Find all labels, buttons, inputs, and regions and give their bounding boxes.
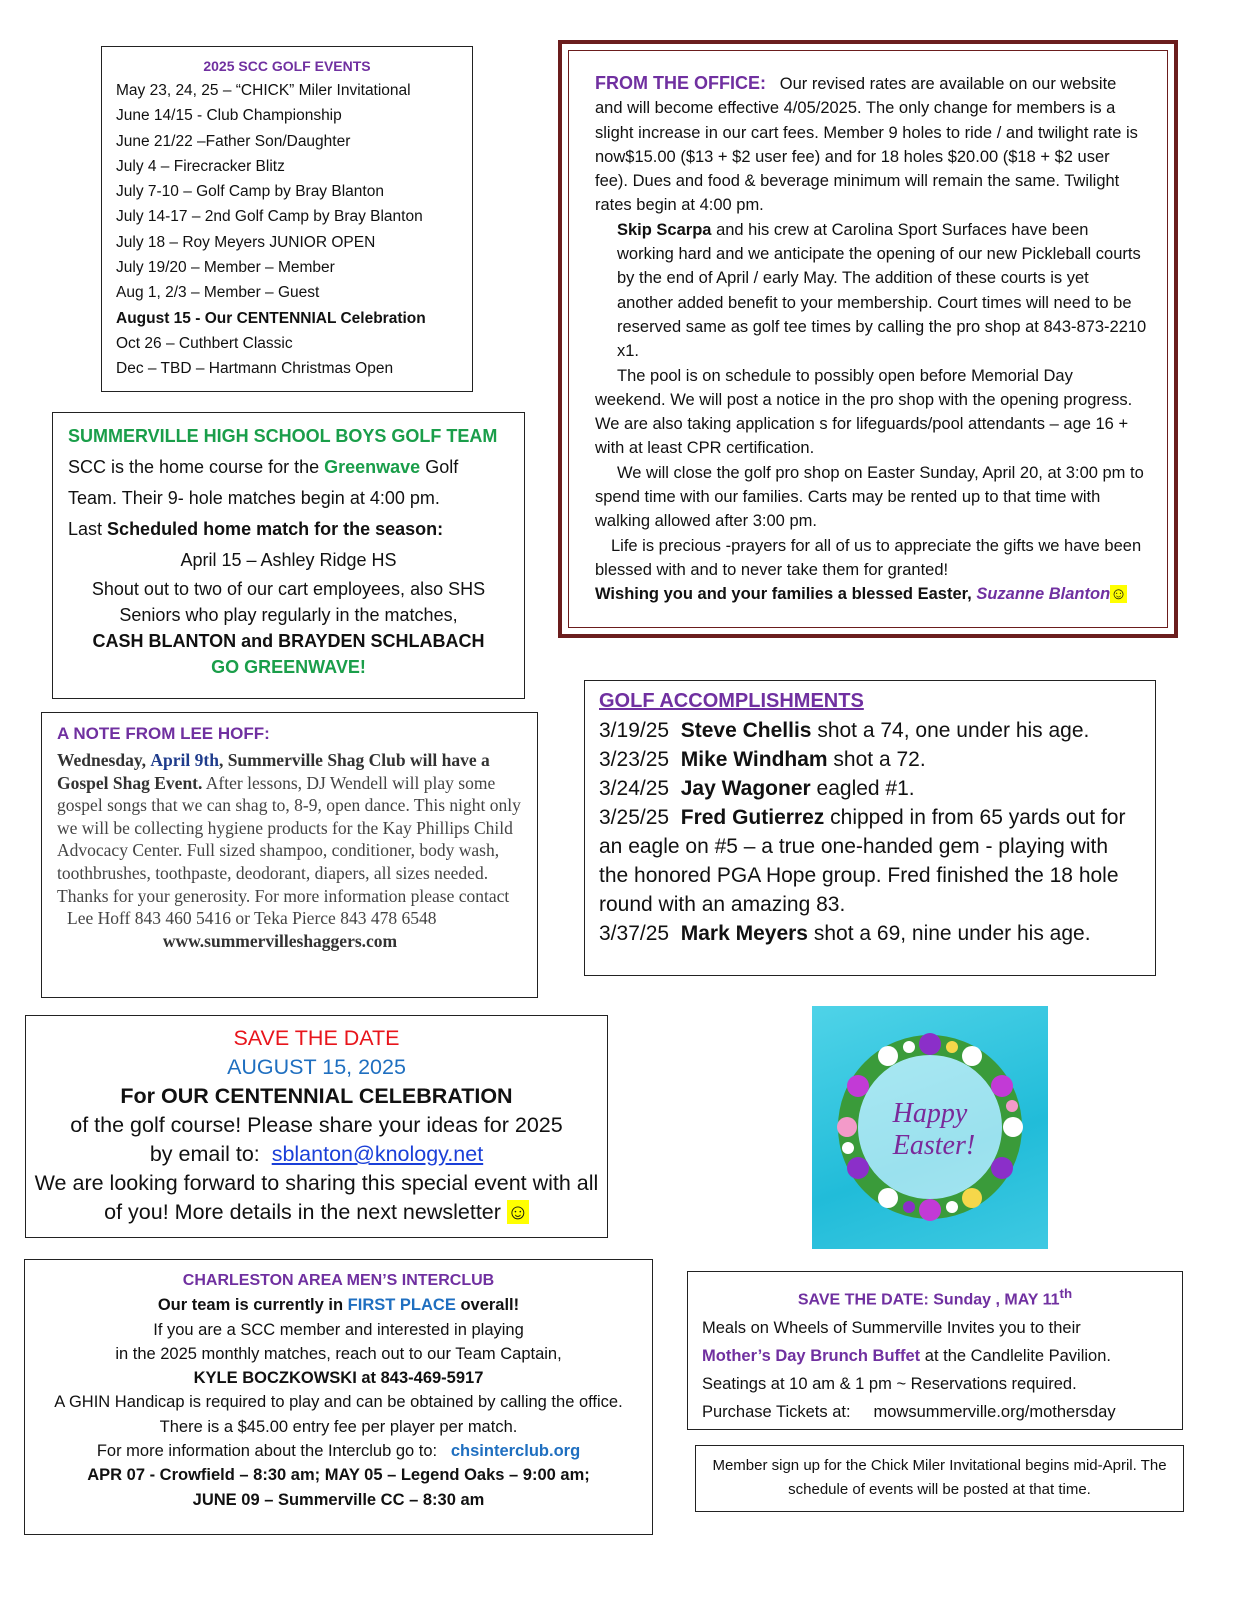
high-school-golf-box	[52, 412, 525, 699]
ic-first-place-line	[35, 1293, 642, 1317]
ic-text: overall!	[460, 1296, 520, 1315]
event-item: July 14-17 – 2nd Golf Camp by Bray Blanton	[116, 208, 423, 226]
accomplishment-item	[599, 919, 1141, 948]
easter-text-easter: Easter!	[892, 1130, 976, 1161]
ic-site-link[interactable]: chsinterclub.org	[450, 1442, 581, 1461]
hs-go: GO GREENWAVE!	[211, 657, 366, 677]
event-item: July 4 – Firecracker Blitz	[116, 157, 285, 175]
office-paragraph: We will close the golf pro shop on Easter Sunday, April 20, at 3:00 pm to spend time with our families. Carts may be rented up to that time with walking allowed after 3:00 pm.	[595, 463, 1144, 531]
std-email-line	[32, 1140, 601, 1169]
office-box	[558, 40, 1178, 638]
chick-miler-note-box	[695, 1445, 1184, 1512]
cm-text: Member sign up for the Chick Miler Invitational begins mid-April. The schedule of events will be posted at that time.	[712, 1457, 1167, 1498]
acc-text: shot a 69, nine under his age.	[813, 922, 1091, 945]
lee-date: April 9th	[150, 750, 219, 770]
office-text: and his crew at Carolina Sport Surfaces have been working hard and we anticipate the opening of our new Pickleball courts by the end of April / early May. The addition of these courts is yet another added benefit to your membership. Court times will need to be reserved same as golf tee times by calling the pro shop at 843-873-2210 x1.	[617, 220, 1147, 361]
acc-date: 3/19/25	[599, 719, 670, 742]
std-date: AUGUST 15, 2025	[227, 1055, 406, 1079]
event-item: June 14/15 - Club Championship	[116, 107, 342, 125]
office-title: FROM THE OFFICE:	[595, 73, 766, 93]
acc-text: chipped in from 65 yards out for an eagle on #5 – a true one-handed gem - playing with the honored PGA Hope group. Fred finished the 18 hole round with an amazing 83.	[599, 806, 1126, 916]
ic-schedule: APR 07 - Crowfield – 8:30 am; MAY 05 – Legend Oaks – 9:00 am;	[87, 1466, 590, 1485]
std-title: SAVE THE DATE	[233, 1026, 400, 1050]
md-title	[702, 1280, 1168, 1314]
acc-name: Steve Chellis	[680, 719, 812, 742]
ic-text: For more information about the Interclub go to:	[96, 1442, 438, 1461]
hs-intro	[68, 452, 509, 514]
accomplishment-item	[599, 803, 1141, 919]
lee-text: , Summerville Shag Club will have a Gospel Shag Event.	[57, 750, 490, 793]
event-item: May 23, 24, 25 – “CHICK” Miler Invitational	[116, 82, 411, 99]
md-line: Meals on Wheels of Summerville Invites you to their	[702, 1319, 1081, 1338]
acc-text: shot a 74, one under his age.	[817, 719, 1090, 742]
golf-events-box	[101, 46, 473, 392]
lee-title: A NOTE FROM LEE HOFF:	[57, 724, 270, 743]
hs-text: Golf Team. Their 9- hole matches begin at 4:00 pm.	[68, 457, 459, 508]
lee-url[interactable]: www.summervilleshaggers.com	[162, 930, 398, 951]
lee-text: After lessons, DJ Wendell will play some gospel songs that we can shag to, 8-9, open dance. This night only we will be collecting hygiene products for the Kay Phillips Child Advocacy Center. Full sized shampoo, conditioner, body wash, toothbrushes, toothpaste, deodorant, diapers, all sizes needed. Thanks for your generosity. For more information please contact	[57, 772, 521, 906]
lee-hoff-note-box	[41, 712, 538, 998]
acc-name: Jay Wagoner	[680, 777, 811, 800]
easter-text-happy: Happy	[892, 1098, 968, 1129]
golf-events-title: 2025 SCC GOLF EVENTS	[203, 58, 371, 74]
hs-schedule-label: Scheduled home match for the season:	[107, 519, 444, 539]
acc-name: Mike Windham	[680, 748, 828, 771]
event-item: July 7-10 – Golf Camp by Bray Blanton	[116, 183, 384, 201]
office-paragraph	[595, 71, 1147, 218]
event-item: July 19/20 – Member – Member	[116, 259, 335, 277]
hs-shout: Shout out to two of our cart employees, also SHS Seniors who play regularly in the matches,	[91, 579, 486, 625]
accomplishments-box	[584, 680, 1156, 976]
acc-text: eagled #1.	[816, 777, 915, 800]
ic-line: in the 2025 monthly matches, reach out to our Team Captain,	[115, 1344, 562, 1363]
md-line	[702, 1398, 1168, 1426]
smiley-icon: ☺	[1110, 585, 1128, 604]
ic-line: If you are a SCC member and interested in playing	[153, 1320, 524, 1339]
office-closing-line	[595, 582, 1147, 606]
lee-text: Wednesday,	[57, 750, 146, 770]
office-text: Our revised rates are available on our website and will become effective 4/05/2025. The only change for members is a slight increase in our cart fees. Member 9 holes to ride / and twilight rate is now$15.00 ($13 + $2 user fee) and for 18 holes $20.00 ($18 + $2 user fee). Dues and food & beverage minimum will remain the same. Twilight rates begin at 4:00 pm.	[595, 75, 1138, 215]
event-item: Dec – TBD – Hartmann Christmas Open	[116, 360, 394, 378]
office-name-skip: Skip Scarpa	[617, 220, 712, 239]
acc-date: 3/37/25	[599, 922, 670, 945]
ic-info-line	[35, 1439, 642, 1463]
hs-names: CASH BLANTON and BRAYDEN SCHLABACH	[92, 631, 485, 651]
lee-body	[57, 749, 523, 907]
hs-match: April 15 – Ashley Ridge HS	[180, 550, 397, 570]
std-text: by email to:	[149, 1142, 260, 1166]
event-item: Aug 1, 2/3 – Member – Guest	[116, 284, 320, 302]
accomplishments-title: GOLF ACCOMPLISHMENTS	[599, 690, 864, 712]
acc-name: Fred Gutierrez	[680, 806, 825, 829]
hs-title: SUMMERVILLE HIGH SCHOOL BOYS GOLF TEAM	[68, 426, 498, 446]
md-brunch: Mother’s Day Brunch Buffet	[702, 1347, 921, 1366]
hs-greenwave: Greenwave	[324, 457, 421, 477]
acc-date: 3/24/25	[599, 777, 670, 800]
ic-text: Our team is currently in	[157, 1296, 344, 1315]
accomplishment-item	[599, 745, 1141, 774]
std-line	[32, 1169, 601, 1227]
ic-line: A GHIN Handicap is required to play and can be obtained by calling the office. There is a $45.00 entry fee per player per match.	[54, 1393, 623, 1436]
md-text: at the Candlelite Pavilion.	[924, 1347, 1111, 1366]
std-text: We are looking forward to sharing this special event with all of you! More details in the next newsletter	[34, 1171, 599, 1224]
ic-title: CHARLESTON AREA MEN’S INTERCLUB	[182, 1272, 495, 1289]
ic-first-place: FIRST PLACE	[347, 1296, 456, 1315]
interclub-box	[24, 1259, 653, 1535]
office-paragraph: Life is precious -prayers for all of us to appreciate the gifts we have been blessed with and to never take them for granted!	[595, 536, 1142, 579]
md-title-text: SAVE THE DATE: Sunday , MAY 11	[797, 1291, 1060, 1309]
event-item-centennial: August 15 - Our CENTENNIAL Celebration	[116, 309, 426, 327]
acc-date: 3/25/25	[599, 806, 670, 829]
accomplishment-item	[599, 716, 1141, 745]
acc-date: 3/23/25	[599, 748, 670, 771]
office-paragraph	[595, 218, 1147, 364]
smiley-icon: ☺	[506, 1200, 529, 1224]
office-signature: Suzanne Blanton	[976, 585, 1111, 604]
office-content	[568, 50, 1168, 628]
std-email-link[interactable]: sblanton@knology.net	[271, 1142, 484, 1166]
save-the-date-box	[25, 1015, 608, 1238]
md-text: Purchase Tickets at:	[702, 1403, 851, 1422]
ic-captain: KYLE BOCZKOWSKI at 843-469-5917	[193, 1369, 484, 1388]
easter-wreath-image	[812, 1006, 1048, 1249]
hs-schedule-line	[68, 514, 509, 545]
hs-text: SCC is the home course for the	[68, 457, 320, 477]
md-line: Seatings at 10 am & 1 pm ~ Reservations required.	[702, 1375, 1077, 1394]
office-closing: Wishing you and your families a blessed Easter,	[595, 585, 972, 604]
event-item: Oct 26 – Cuthbert Classic	[116, 334, 293, 352]
flower-wreath-icon	[812, 1006, 1048, 1249]
ic-schedule: JUNE 09 – Summerville CC – 8:30 am	[192, 1490, 485, 1509]
std-for: For OUR CENTENNIAL CELEBRATION	[120, 1084, 513, 1108]
event-item: June 21/22 –Father Son/Daughter	[116, 132, 351, 150]
mothers-day-box	[687, 1271, 1183, 1430]
office-paragraph: The pool is on schedule to possibly open before Memorial Day weekend. We will post a notice in the pro shop with the opening progress. We are also taking application s for lifeguards/pool attendants – age 16 + with at least CPR certification.	[595, 366, 1133, 458]
md-title-sup: th	[1059, 1286, 1073, 1301]
md-line	[702, 1342, 1168, 1370]
event-item: July 18 – Roy Meyers JUNIOR OPEN	[116, 233, 376, 251]
acc-name: Mark Meyers	[680, 922, 808, 945]
std-line: of the golf course! Please share your ideas for 2025	[70, 1113, 563, 1137]
lee-contact: Lee Hoff 843 460 5416 or Teka Pierce 843 478 6548	[67, 908, 437, 929]
md-ticket-link[interactable]: mowsummerville.org/mothersday	[873, 1403, 1116, 1422]
hs-text: Last	[68, 519, 103, 539]
acc-text: shot a 72.	[833, 748, 926, 771]
accomplishment-item	[599, 774, 1141, 803]
